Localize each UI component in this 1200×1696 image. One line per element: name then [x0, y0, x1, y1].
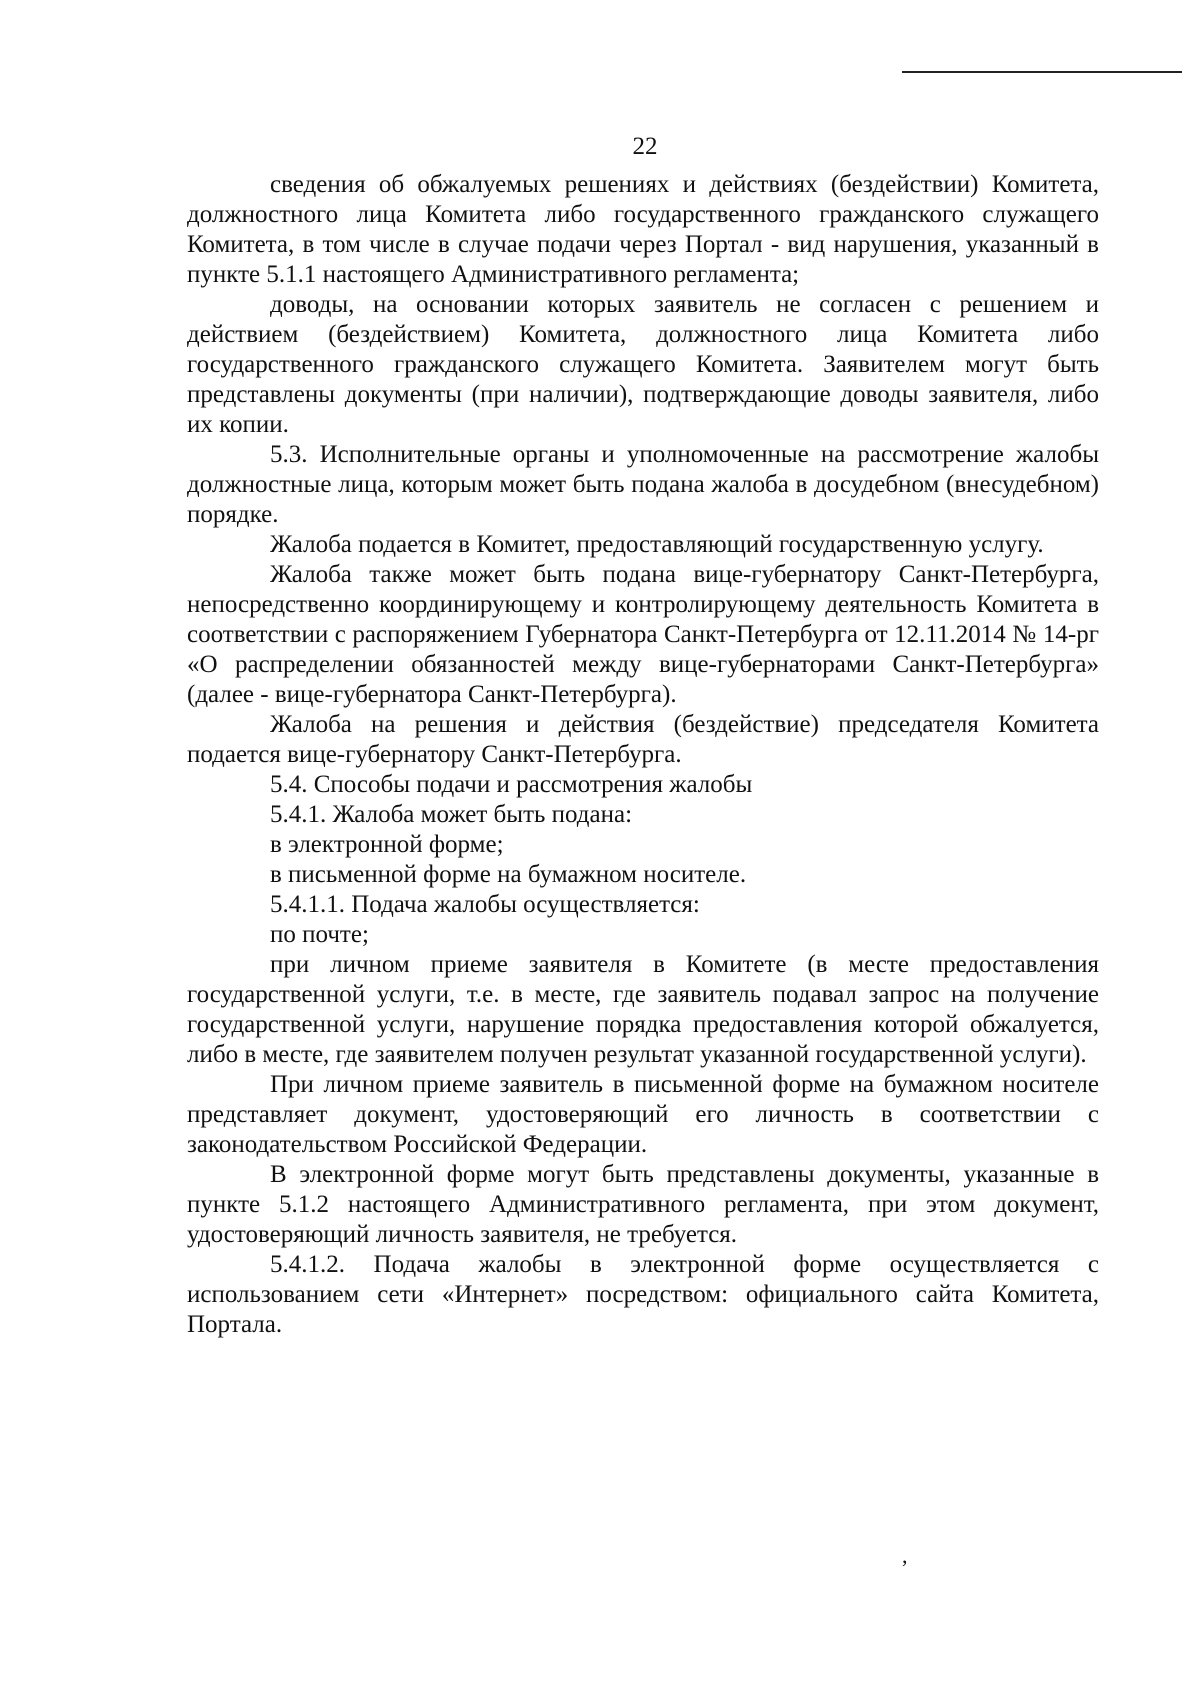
document-body [187, 170, 1099, 1340]
paragraph: в письменной форме на бумажном носителе. [270, 861, 747, 888]
paragraph: 5.3. Исполнительные органы и уполномоченные на рассмотрение жалобы должностные лица, которым может быть подана жалоба в досудебном (внесудебном) порядке. [187, 441, 1099, 528]
paragraph: Жалоба подается в Комитет, предоставляющий государственную услугу. [270, 531, 1044, 558]
page-number: 22 [632, 133, 658, 160]
paragraph: 5.4.1.1. Подача жалобы осуществляется: [270, 891, 700, 918]
paragraph: Жалоба также может быть подана вице-губернатору Санкт-Петербурга, непосредственно координирующему и контролирующему деятельность Комитета в соответствии с распоряжением Губернатора Санкт-Петербурга от 12.11.2014 № 14-рг «О распределении обязанностей между вице-губернаторами Санкт-Петербурга» (далее - вице-губернатора Санкт-Петербурга). [187, 561, 1099, 708]
paragraph: При личном приеме заявитель в письменной форме на бумажном носителе представляет документ, удостоверяющий его личность в соответствии с законодательством Российской Федерации. [187, 1071, 1099, 1158]
paragraph: при личном приеме заявителя в Комитете (в месте предоставления государственной услуги, т.е. в месте, где заявитель подавал запрос на получение государственной услуги, нарушение порядка предоставления которой обжалуется, либо в месте, где заявителем получен результат указанной государственной услуги). [187, 951, 1099, 1068]
paragraph: 5.4.1.2. Подача жалобы в электронной форме осуществляется с использованием сети «Интернет» посредством: официального сайта Комитета, Портала. [187, 1251, 1099, 1338]
paragraph: 5.4.1. Жалоба может быть подана: [270, 801, 633, 828]
paragraph: доводы, на основании которых заявитель не согласен с решением и действием (бездействием) Комитета, должностного лица Комитета либо государственного гражданского служащего Комитета. Заявителем могут быть представлены документы (при наличии), подтверждающие доводы заявителя, либо их копии. [187, 291, 1099, 438]
paragraph: 5.4. Способы подачи и рассмотрения жалобы [270, 771, 753, 798]
paragraph: по почте; [270, 921, 369, 948]
paragraph: Жалоба на решения и действия (бездействие) председателя Комитета подается вице-губернатору Санкт-Петербурга. [187, 711, 1099, 768]
paragraph: в электронной форме; [270, 831, 504, 858]
top-rule [902, 71, 1182, 73]
paragraph: В электронной форме могут быть представлены документы, указанные в пункте 5.1.2 настоящего Административного регламента, при этом документ, удостоверяющий личность заявителя, не требуется. [187, 1161, 1099, 1248]
paragraph: сведения об обжалуемых решениях и действиях (бездействии) Комитета, должностного лица Комитета либо государственного гражданского служащего Комитета, в том числе в случае подачи через Портал - вид нарушения, указанный в пункте 5.1.1 настоящего Административного регламента; [187, 171, 1099, 288]
stray-mark: , [902, 1543, 908, 1568]
